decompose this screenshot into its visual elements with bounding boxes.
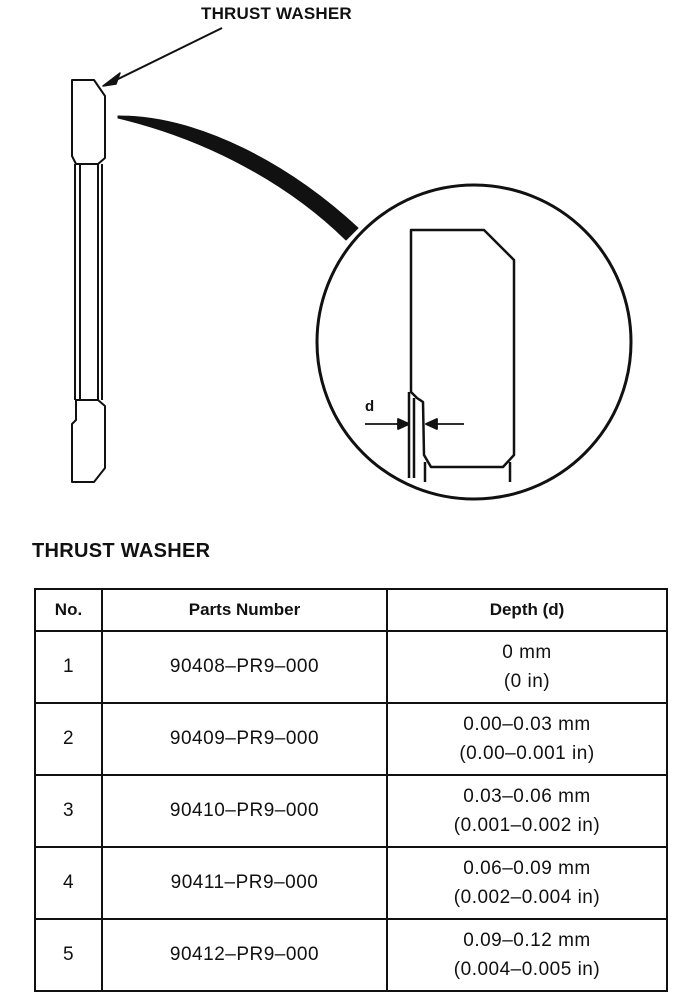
table-row — [35, 919, 667, 991]
washer-cross-section — [72, 80, 105, 482]
row-no: 4 — [35, 847, 102, 919]
row-parts-number: 90408–PR9–000 — [102, 631, 387, 703]
header-depth: Depth (d) — [387, 589, 667, 631]
depth-mm: 0.00–0.03 mm — [463, 714, 591, 735]
magnifier-wedge — [118, 116, 358, 240]
table-header-row — [35, 589, 667, 631]
depth-mm: 0.03–0.06 mm — [463, 786, 591, 807]
row-parts-number: 90410–PR9–000 — [102, 775, 387, 847]
depth-in: (0.00–0.001 in) — [459, 743, 595, 764]
row-depth — [387, 631, 667, 703]
row-no: 5 — [35, 919, 102, 991]
row-depth — [387, 847, 667, 919]
row-depth — [387, 703, 667, 775]
depth-in: (0 in) — [503, 671, 551, 692]
callout-arrow — [103, 28, 222, 86]
row-no: 2 — [35, 703, 102, 775]
thrust-washer-table — [34, 588, 668, 992]
table-row — [35, 703, 667, 775]
row-no: 3 — [35, 775, 102, 847]
row-depth — [387, 919, 667, 991]
depth-mm: 0 mm — [502, 642, 552, 663]
detail-circle — [317, 185, 631, 499]
depth-dimension-label: d — [365, 398, 375, 415]
row-parts-number: 90409–PR9–000 — [102, 703, 387, 775]
depth-mm: 0.06–0.09 mm — [463, 858, 591, 879]
depth-mm: 0.09–0.12 mm — [463, 930, 591, 951]
depth-in: (0.001–0.002 in) — [453, 815, 601, 836]
table-row — [35, 631, 667, 703]
row-no: 1 — [35, 631, 102, 703]
row-depth — [387, 775, 667, 847]
detail-washer-edge — [409, 230, 514, 482]
row-parts-number: 90411–PR9–000 — [102, 847, 387, 919]
depth-in: (0.002–0.004 in) — [453, 887, 601, 908]
callout-label: THRUST WASHER — [201, 4, 352, 23]
header-parts-number: Parts Number — [102, 589, 387, 631]
row-parts-number: 90412–PR9–000 — [102, 919, 387, 991]
table-row — [35, 847, 667, 919]
section-title: THRUST WASHER — [32, 540, 211, 562]
table-row — [35, 775, 667, 847]
depth-in: (0.004–0.005 in) — [453, 959, 601, 980]
header-no: No. — [35, 589, 102, 631]
